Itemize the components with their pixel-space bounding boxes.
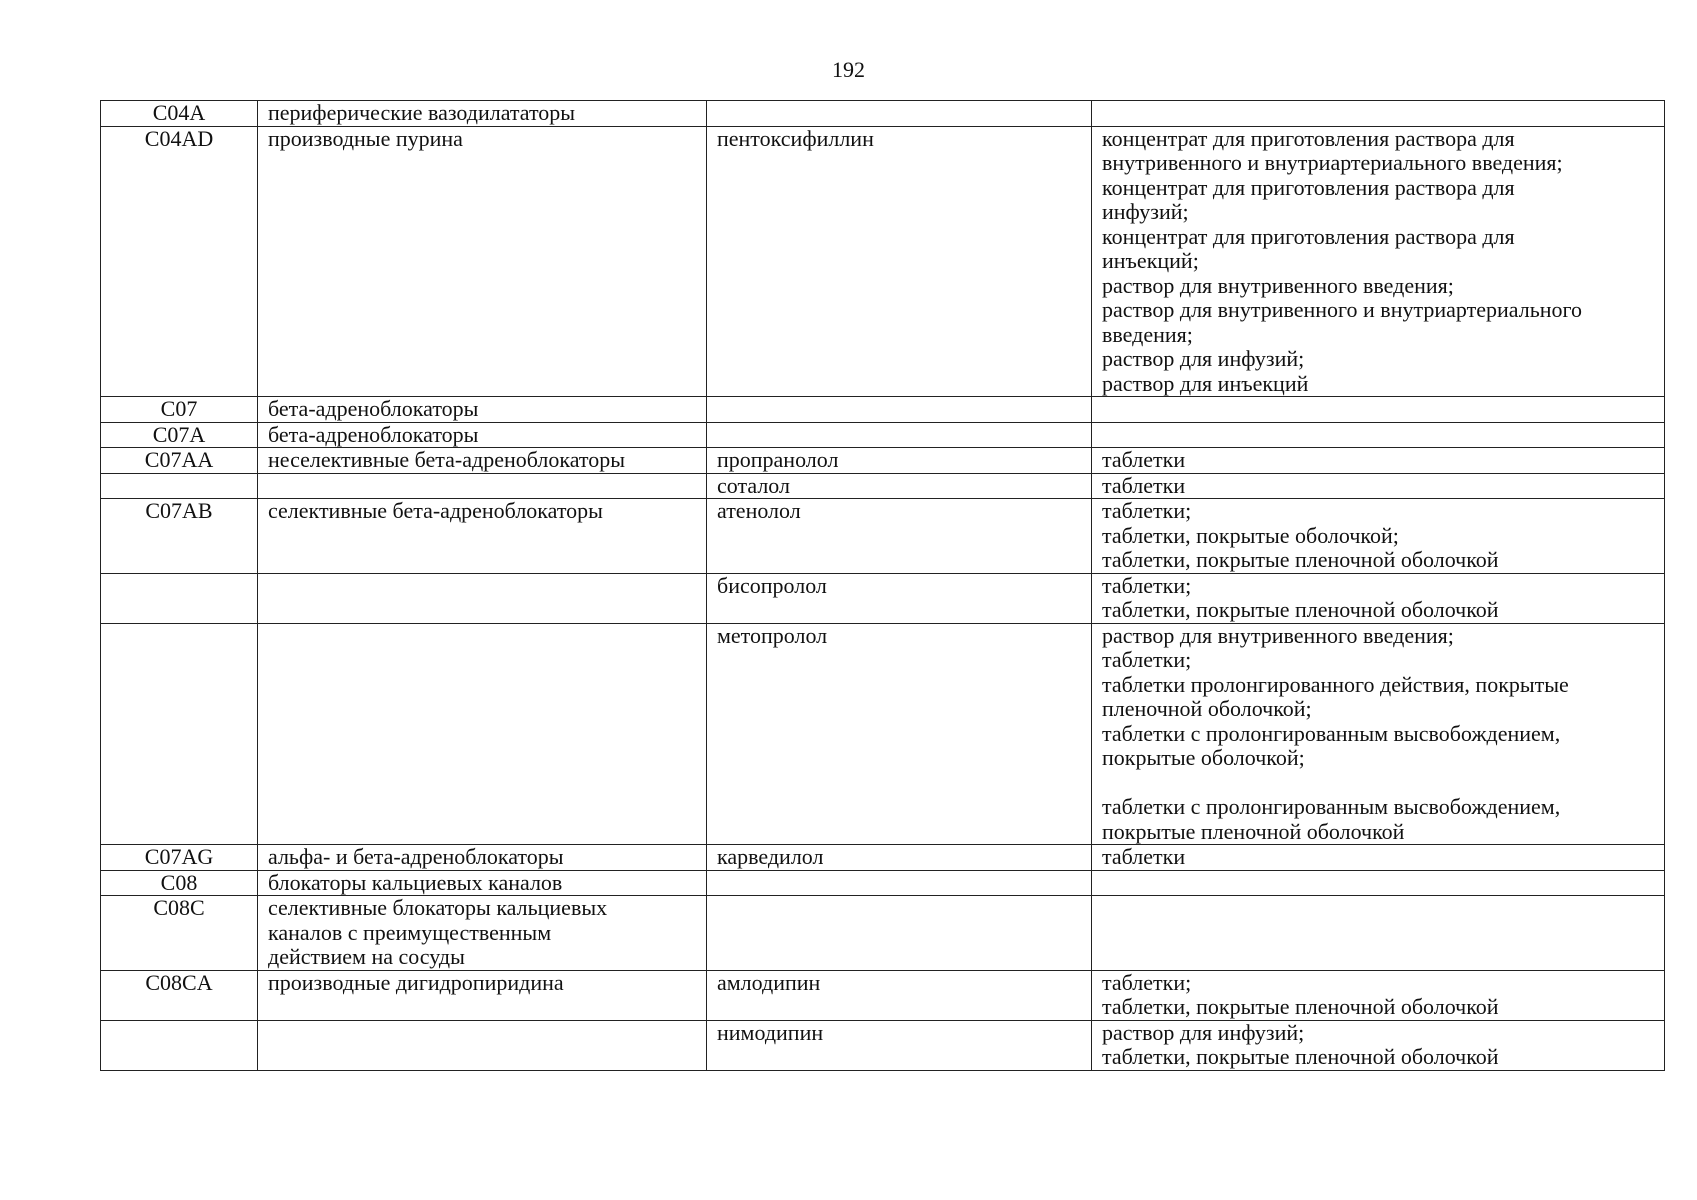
- drug-name-cell: [707, 422, 1092, 448]
- pharm-group-cell: блокаторы кальциевых каналов: [258, 870, 707, 896]
- table-row: [101, 623, 1665, 845]
- pharm-group-cell: бета-адреноблокаторы: [258, 422, 707, 448]
- drug-name-cell: бисопролол: [707, 573, 1092, 623]
- pharm-group-cell: [258, 473, 707, 499]
- dosage-forms-cell: раствор для внутривенного введения; таблетки; таблетки пролонгированного действия, покрытые пленочной оболочкой; таблетки с пролонгированным высвобождением, покрытые оболочкой; таблетки с пролонгированным высвобождением, покрытые пленочной оболочкой: [1092, 623, 1665, 845]
- atc-code-cell: C07AB: [101, 499, 258, 574]
- dosage-forms-cell: концентрат для приготовления раствора для внутривенного и внутриартериального введения; концентрат для приготовления раствора для инфузий; концентрат для приготовления раствора для инъекций; раствор для внутривенного введения; раствор для внутривенного и внутриартериального введения; раствор для инфузий; раствор для инъекций: [1092, 126, 1665, 397]
- table-row: [101, 448, 1665, 474]
- table-row: [101, 422, 1665, 448]
- dosage-forms-cell: [1092, 101, 1665, 127]
- dosage-forms-cell: [1092, 397, 1665, 423]
- drug-name-cell: пропранолол: [707, 448, 1092, 474]
- atc-code-cell: C07AA: [101, 448, 258, 474]
- drug-name-cell: [707, 896, 1092, 971]
- drug-name-cell: нимодипин: [707, 1020, 1092, 1070]
- pharm-group-cell: селективные блокаторы кальциевых каналов с преимущественным действием на сосуды: [258, 896, 707, 971]
- atc-code-cell: [101, 473, 258, 499]
- atc-code-cell: [101, 573, 258, 623]
- dosage-forms-cell: [1092, 422, 1665, 448]
- atc-code-cell: C04AD: [101, 126, 258, 397]
- table-row: [101, 845, 1665, 871]
- drug-name-cell: [707, 397, 1092, 423]
- dosage-forms-cell: таблетки: [1092, 448, 1665, 474]
- pharm-group-cell: альфа- и бета-адреноблокаторы: [258, 845, 707, 871]
- drug-name-cell: [707, 870, 1092, 896]
- table-row: [101, 499, 1665, 574]
- atc-code-cell: C08: [101, 870, 258, 896]
- atc-code-cell: C07A: [101, 422, 258, 448]
- dosage-forms-cell: раствор для инфузий; таблетки, покрытые пленочной оболочкой: [1092, 1020, 1665, 1070]
- drug-name-cell: атенолол: [707, 499, 1092, 574]
- dosage-forms-cell: таблетки; таблетки, покрытые пленочной оболочкой: [1092, 970, 1665, 1020]
- drug-classification-table: [100, 100, 1665, 1071]
- pharm-group-cell: селективные бета-адреноблокаторы: [258, 499, 707, 574]
- dosage-forms-cell: таблетки: [1092, 845, 1665, 871]
- drug-name-cell: соталол: [707, 473, 1092, 499]
- pharm-group-cell: бета-адреноблокаторы: [258, 397, 707, 423]
- pharm-group-cell: [258, 1020, 707, 1070]
- atc-code-cell: C07: [101, 397, 258, 423]
- pharm-group-cell: [258, 623, 707, 845]
- drug-name-cell: [707, 101, 1092, 127]
- atc-code-cell: C08CA: [101, 970, 258, 1020]
- table-row: [101, 101, 1665, 127]
- dosage-forms-cell: [1092, 896, 1665, 971]
- pharm-group-cell: производные дигидропиридина: [258, 970, 707, 1020]
- dosage-forms-cell: [1092, 870, 1665, 896]
- table-row: [101, 970, 1665, 1020]
- drug-name-cell: карведилол: [707, 845, 1092, 871]
- atc-code-cell: [101, 623, 258, 845]
- atc-code-cell: C07AG: [101, 845, 258, 871]
- atc-code-cell: [101, 1020, 258, 1070]
- drug-name-cell: метопролол: [707, 623, 1092, 845]
- table-row: [101, 1020, 1665, 1070]
- drug-name-cell: амлодипин: [707, 970, 1092, 1020]
- pharm-group-cell: неселективные бета-адреноблокаторы: [258, 448, 707, 474]
- atc-code-cell: C04A: [101, 101, 258, 127]
- drug-name-cell: пентоксифиллин: [707, 126, 1092, 397]
- table-row: [101, 473, 1665, 499]
- page-number: 192: [832, 57, 865, 82]
- table-row: [101, 896, 1665, 971]
- table-row: [101, 573, 1665, 623]
- table-row: [101, 397, 1665, 423]
- table-row: [101, 126, 1665, 397]
- atc-code-cell: C08C: [101, 896, 258, 971]
- dosage-forms-cell: таблетки; таблетки, покрытые пленочной оболочкой: [1092, 573, 1665, 623]
- dosage-forms-cell: таблетки; таблетки, покрытые оболочкой; таблетки, покрытые пленочной оболочкой: [1092, 499, 1665, 574]
- pharm-group-cell: периферические вазодилататоры: [258, 101, 707, 127]
- pharm-group-cell: производные пурина: [258, 126, 707, 397]
- table-row: [101, 870, 1665, 896]
- pharm-group-cell: [258, 573, 707, 623]
- dosage-forms-cell: таблетки: [1092, 473, 1665, 499]
